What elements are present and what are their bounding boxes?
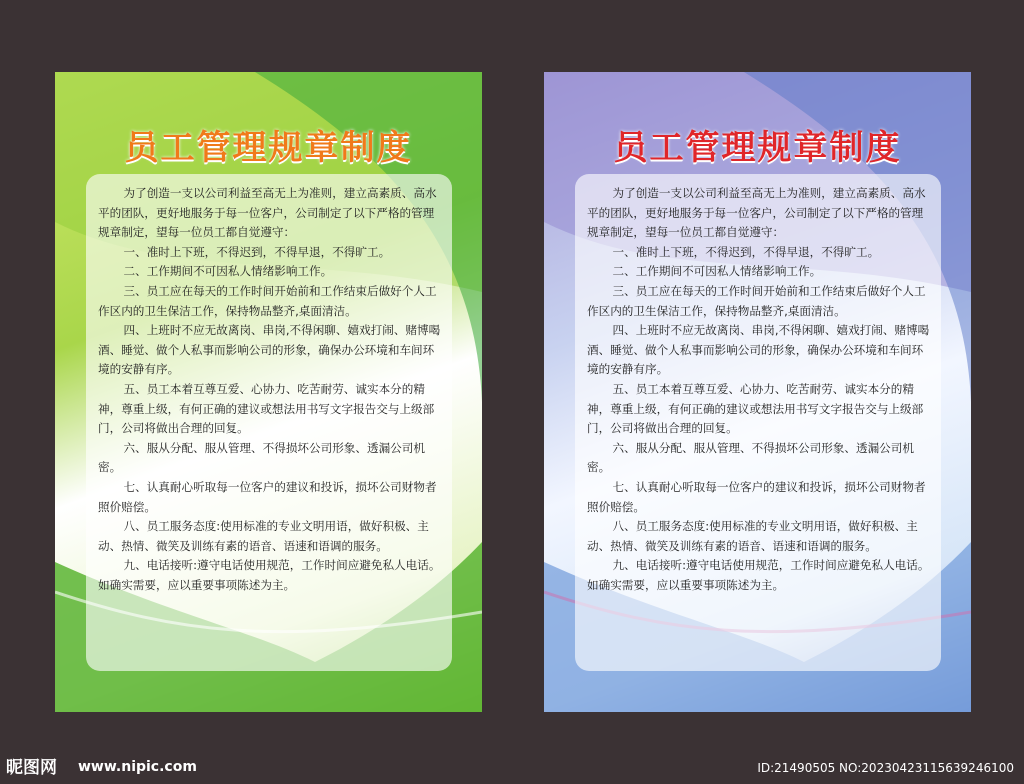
rule-5: 五、员工本着互尊互爱、心协力、吃苦耐劳、诚实本分的精神，尊重上级，有何正确的建议或想法用书写文字报告交与上级部门，公司将做出合理的回复。 bbox=[98, 381, 435, 436]
watermark-id: ID:21490505 NO:20230423115639246100 bbox=[757, 761, 1014, 775]
rules-panel bbox=[575, 174, 941, 671]
rule-2: 二、工作期间不可因私人情绪影响工作。 bbox=[612, 264, 822, 279]
poster-green bbox=[55, 72, 482, 712]
rule-4: 四、上班时不应无故离岗、串岗,不得闲聊、嬉戏打闹、赌博喝酒、睡觉、做个人私事而影响公司的形象，确保办公环境和车间环境的安静有序。 bbox=[98, 323, 441, 377]
watermark-url: www.nipic.com bbox=[78, 759, 197, 775]
rules-panel bbox=[86, 174, 452, 671]
rule-7: 七、认真耐心听取每一位客户的建议和投诉，损坏公司财物者照价赔偿。 bbox=[98, 479, 437, 514]
intro-paragraph: 为了创造一支以公司利益至高无上为准则，建立高素质、高水平的团队，更好地服务于每一位客户，公司制定了以下严格的管理规章制定，望每一位员工都自觉遵守： bbox=[98, 186, 437, 240]
poster-title: 员工管理规章制度 bbox=[613, 128, 902, 168]
rule-6: 六、服从分配、服从管理、不得损坏公司形象、透漏公司机密。 bbox=[98, 440, 425, 475]
poster-blue bbox=[544, 72, 971, 712]
rule-1: 一、准时上下班，不得迟到，不得早退，不得旷工。 bbox=[123, 244, 391, 259]
poster-title: 员工管理规章制度 bbox=[124, 128, 413, 168]
rule-5: 五、员工本着互尊互爱、心协力、吃苦耐劳、诚实本分的精神，尊重上级，有何正确的建议或想法用书写文字报告交与上级部门，公司将做出合理的回复。 bbox=[587, 381, 924, 436]
rule-8: 八、员工服务态度:使用标准的专业文明用语，做好积极、主动、热情、微笑及训练有素的语音、语速和语调的服务。 bbox=[587, 519, 918, 553]
rule-2: 二、工作期间不可因私人情绪影响工作。 bbox=[123, 264, 333, 279]
rule-4: 四、上班时不应无故离岗、串岗,不得闲聊、嬉戏打闹、赌博喝酒、睡觉、做个人私事而影响公司的形象，确保办公环境和车间环境的安静有序。 bbox=[587, 323, 930, 377]
rule-6: 六、服从分配、服从管理、不得损坏公司形象、透漏公司机密。 bbox=[587, 440, 914, 475]
watermark-logo: 昵图网 bbox=[6, 758, 57, 778]
intro-paragraph: 为了创造一支以公司利益至高无上为准则，建立高素质、高水平的团队，更好地服务于每一位客户，公司制定了以下严格的管理规章制定，望每一位员工都自觉遵守： bbox=[587, 186, 926, 240]
rule-7: 七、认真耐心听取每一位客户的建议和投诉，损坏公司财物者照价赔偿。 bbox=[587, 479, 926, 514]
rule-9: 九、电话接听:遵守电话使用规范，工作时间应避免私人电话。如确实需要，应以重要事项陈述为主。 bbox=[587, 558, 930, 592]
rule-3: 三、员工应在每天的工作时间开始前和工作结束后做好个人工作区内的卫生保洁工作，保持物品整齐,桌面清洁。 bbox=[587, 283, 926, 318]
rule-1: 一、准时上下班，不得迟到，不得早退，不得旷工。 bbox=[612, 244, 880, 259]
rule-3: 三、员工应在每天的工作时间开始前和工作结束后做好个人工作区内的卫生保洁工作，保持物品整齐,桌面清洁。 bbox=[98, 283, 437, 318]
rule-8: 八、员工服务态度:使用标准的专业文明用语，做好积极、主动、热情、微笑及训练有素的语音、语速和语调的服务。 bbox=[98, 519, 429, 553]
rule-9: 九、电话接听:遵守电话使用规范，工作时间应避免私人电话。如确实需要，应以重要事项陈述为主。 bbox=[98, 558, 441, 592]
